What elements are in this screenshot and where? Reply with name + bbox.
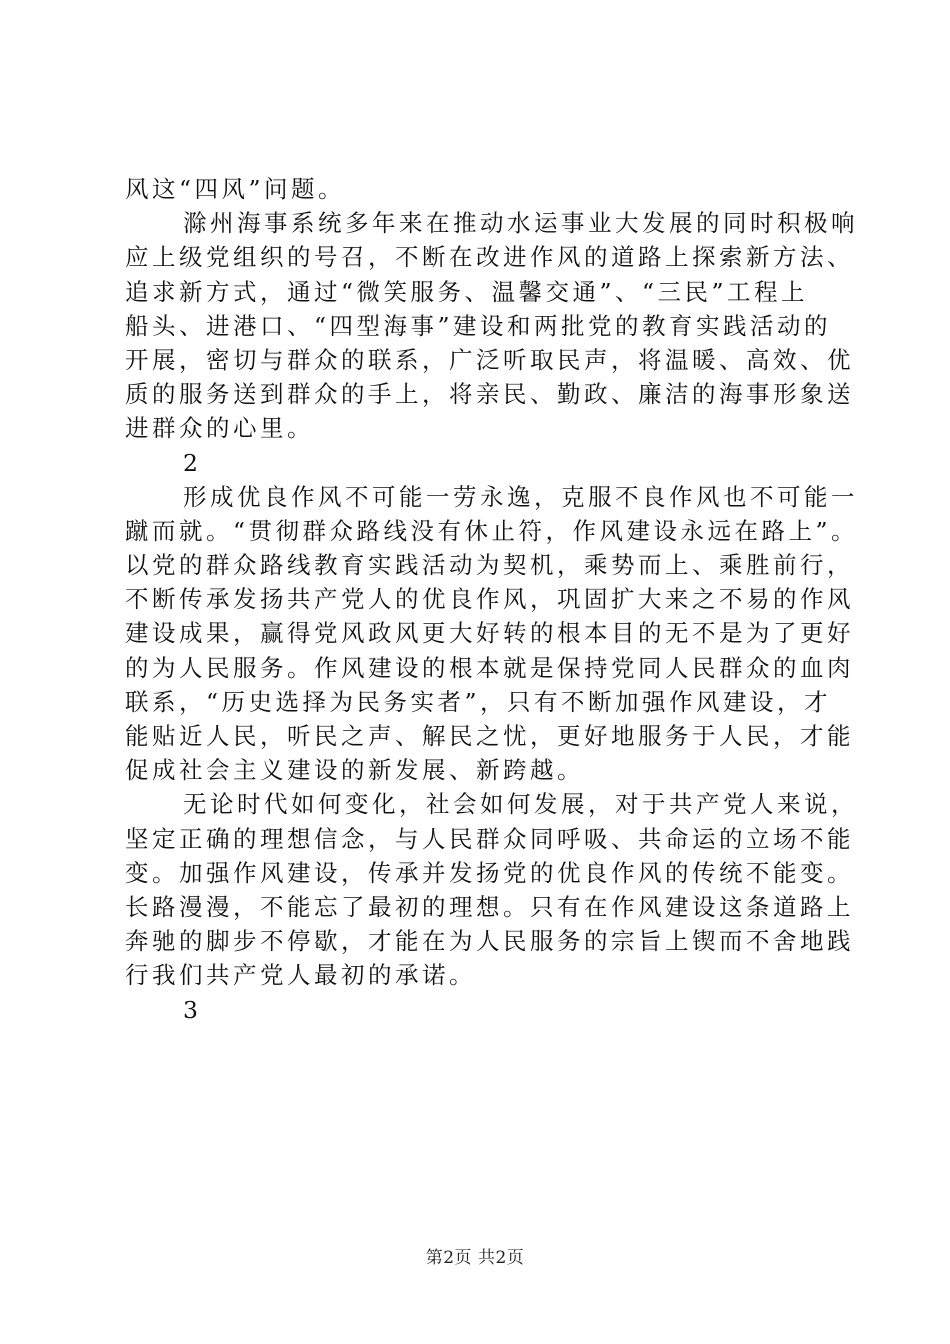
text-line: 促成社会主义建设的新发展、新跨越。 <box>125 756 584 785</box>
text-line: 蹴而就。“贯彻群众路线没有休止符，作风建设永远在路上”。 <box>125 516 859 545</box>
paragraph-start-line: 无论时代如何变化，社会如何发展，对于共产党人来说， <box>183 790 858 819</box>
text-line: 变。加强作风建设，传承并发扬党的优良作风的传统不能变。 <box>125 858 854 887</box>
text-line: 以党的群众路线教育实践活动为契机，乘势而上、乘胜前行， <box>125 551 854 580</box>
text-line: 长路漫漫，不能忘了最初的理想。只有在作风建设这条道路上 <box>125 892 854 921</box>
inline-page-number: 2 <box>183 448 202 477</box>
text-line: 质的服务送到群众的手上，将亲民、勤政、廉洁的海事形象送 <box>125 380 854 409</box>
text-line: 的为人民服务。作风建设的根本就是保持党同人民群众的血肉 <box>125 653 854 682</box>
text-line: 能贴近人民，听民之声、解民之忧，更好地服务于人民，才能 <box>125 722 854 750</box>
text-line: 开展，密切与群众的联系，广泛听取民声，将温暖、高效、优 <box>125 345 854 374</box>
text-line: 不断传承发扬共产党人的优良作风，巩固扩大来之不易的作风 <box>125 585 854 614</box>
paragraph-start-line: 形成优良作风不可能一劳永逸，克服不良作风也不可能一 <box>183 482 858 511</box>
page-footer: 第2页 共2页 <box>425 1248 525 1268</box>
text-line: 奔驰的脚步不停歇，才能在为人民服务的宗旨上锲而不舍地践 <box>125 927 854 956</box>
text-line: 坚定正确的理想信念，与人民群众同呼吸、共命运的立场不能 <box>125 824 854 853</box>
document-body <box>125 172 859 1027</box>
text-line: 进群众的心里。 <box>125 414 314 443</box>
text-line: 建设成果，赢得党风政风更大好转的根本目的无不是为了更好 <box>125 619 854 648</box>
text-line: 应上级党组织的号召，不断在改进作风的道路上探索新方法、 <box>125 243 854 272</box>
text-line: 行我们共产党人最初的承诺。 <box>125 961 476 990</box>
text-line: 联系，“历史选择为民务实者”，只有不断加强作风建设，才 <box>125 687 832 716</box>
paragraph-start-line: 滁州海事系统多年来在推动水运事业大发展的同时积极响 <box>183 209 858 238</box>
inline-page-number: 3 <box>183 995 202 1024</box>
text-line: 风这“四风”问题。 <box>125 175 346 203</box>
text-line: 追求新方式，通过“微笑服务、温馨交通”、“三民”工程上 <box>125 277 809 306</box>
text-line: 船头、进港口、“四型海事”建设和两批党的教育实践活动的 <box>125 311 832 340</box>
